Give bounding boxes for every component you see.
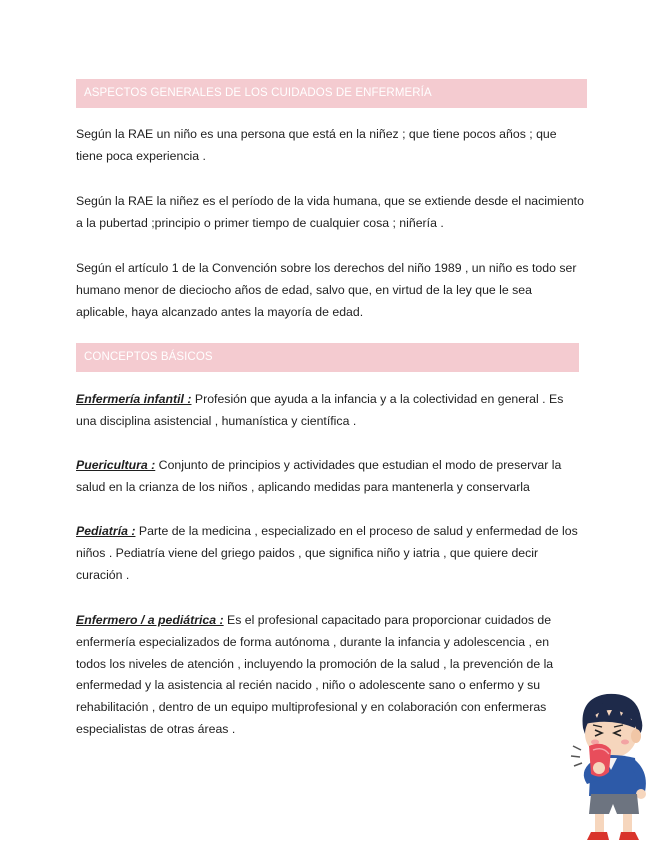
concept-puericultura xyxy=(76,455,586,499)
concept-term: Enfermero / a pediátrica : xyxy=(76,613,224,627)
paragraph-rae-ninez: Según la RAE la niñez es el período de la vida humana, que se extiende desde el nacimiento a la pubertad ;principio o primer tiempo de cualquier cosa ; niñería . xyxy=(76,194,584,230)
concept-term: Puericultura : xyxy=(76,458,156,472)
paragraph-rae-nino: Según la RAE un niño es una persona que está en la niñez ; que tiene pocos años ; que tiene poca experiencia . xyxy=(76,127,557,163)
concept-definition: Parte de la medicina , especializado en el proceso de salud y enfermedad de los niños . Pediatría viene del griego paidos , que significa niño y iatria , que quiere decir curación . xyxy=(76,524,578,582)
paragraph-convencion: Según el artículo 1 de la Convención sobre los derechos del niño 1989 , un niño es todo ser humano menor de dieciocho años de edad, salvo que, en virtud de la ley que le sea aplicable, haya alcanzado antes la mayoría de edad. xyxy=(76,261,577,319)
sneezing-child-icon xyxy=(565,688,655,848)
concept-definition: Es el profesional capacitado para proporcionar cuidados de enfermería especializados de forma autónoma , durante la infancia y adolescencia , en todos los niveles de atención , incluyendo la promoción de la salud , la prevención de la enfermedad y la asistencia al recién nacido , niño o adolescente sano o enfermo y su rehabilitación , dentro de un equipo multiprofesional y en colaboración con enfermeras especialistas de otras áreas . xyxy=(76,613,554,736)
section-header-basics: CONCEPTOS BÁSICOS xyxy=(76,343,579,372)
section-header-general: ASPECTOS GENERALES DE LOS CUIDADOS DE ENFERMERÍA xyxy=(76,79,587,108)
concept-pediatria xyxy=(76,521,586,586)
concept-term: Enfermería infantil : xyxy=(76,392,192,406)
concept-definition: Profesión que ayuda a la infancia y a la colectividad en general . Es una disciplina asistencial , humanística y científica . xyxy=(76,392,564,428)
concept-enfermeria-infantil xyxy=(76,389,586,433)
concept-enfermero-pediatrico xyxy=(76,610,581,741)
concept-definition: Conjunto de principios y actividades que estudian el modo de preservar la salud en la crianza de los niños , aplicando medidas para mantenerla y conservarla xyxy=(76,458,562,494)
concept-term: Pediatría : xyxy=(76,524,136,538)
